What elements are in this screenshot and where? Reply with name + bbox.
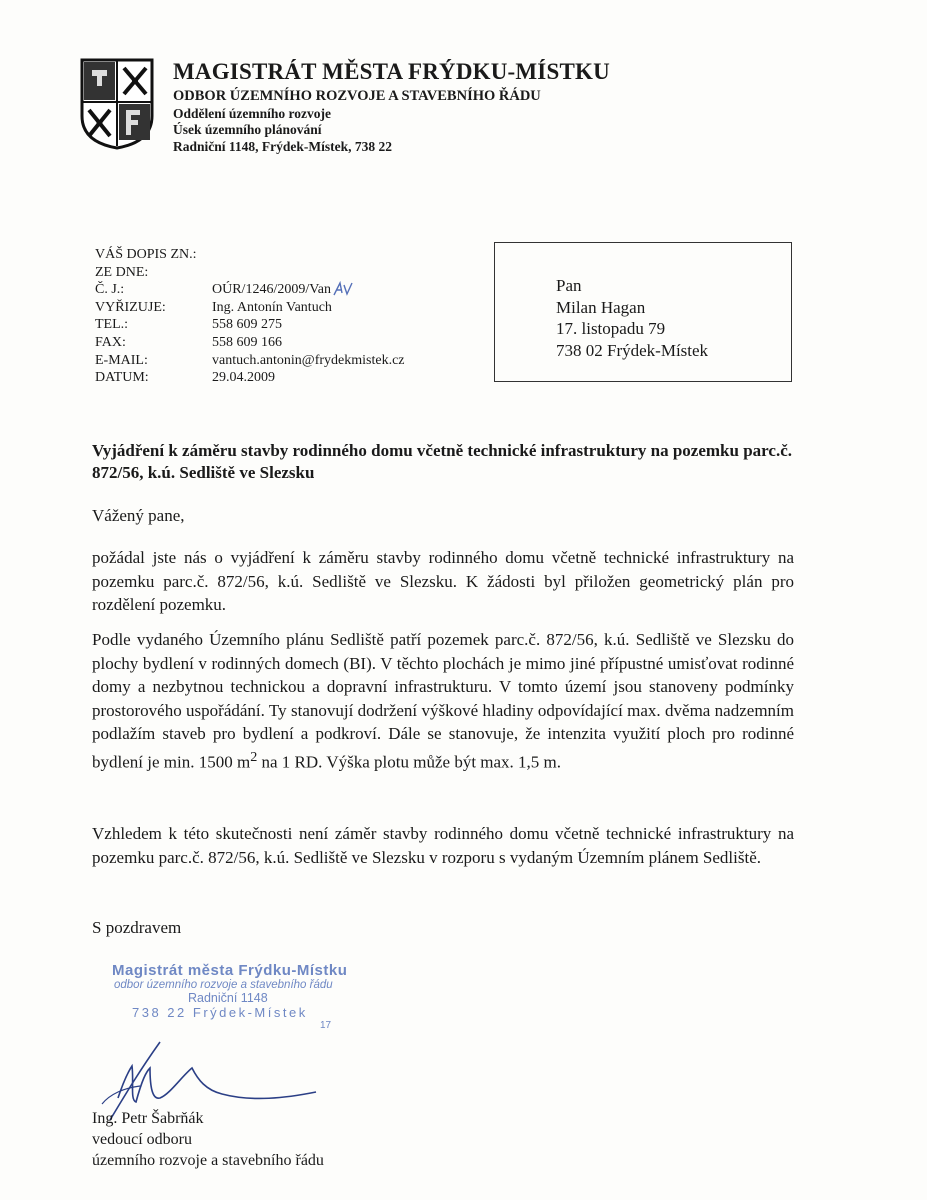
signer-role: vedoucí odboru <box>92 1131 192 1148</box>
city-coat-of-arms-icon <box>80 58 154 150</box>
paragraph-2 <box>92 628 794 774</box>
meta-label: ZE DNE: <box>95 264 149 280</box>
reference-block <box>95 246 405 387</box>
paragraph-3: Vzhledem k této skutečnosti není záměr stavby rodinného domu včetně technické infrastruktury na pozemku parc.č. 872/56, k.ú. Sedliště ve Slezsku v rozporu s vydaným Územním plánem Sedliště. <box>92 824 794 867</box>
signature-block <box>92 1108 324 1171</box>
meta-row <box>95 281 405 299</box>
recipient-salutation: Pan <box>556 276 582 295</box>
section-name: Oddělení územního rozvoje <box>173 105 331 121</box>
recipient-city: 738 02 Frýdek-Místek <box>556 340 709 360</box>
closing: S pozdravem <box>92 918 182 937</box>
signer-department: územního rozvoje a stavebního řádu <box>92 1152 324 1169</box>
paragraph-2-text: Podle vydaného Územního plánu Sedliště patří pozemek parc.č. 872/56, k.ú. Sedliště ve Slezsku do plochy bydlení v rodinných domech (BI). V těchto plochách je mimo jiné přípustné umisťovat rodinné domy a nezbytnou technickou a dopravní infrastrukturu. V tomto území jsou stanoveny podmínky prostorového uspořádání. Ty stanovují dodržení výškové hladiny odpovídající max. dvěma nadzemním podlažím staveb pro bydlení a podkroví. Dále se stanovuje, že intenzita využití ploch pro rodinné bydlení je min. 1500 m <box>92 630 794 772</box>
recipient-address-box <box>494 242 792 382</box>
salutation: Vážený pane, <box>92 506 185 525</box>
paragraph-1: požádal jste nás o vyjádření k záměru stavby rodinného domu včetně technické infrastruktury na pozemku parc.č. 872/56, k.ú. Sedliště ve Slezsku. K žádosti byl přiložen geometrický plán pro rozdělení pozemku. <box>92 548 794 614</box>
meta-value: vantuch.antonin@frydekmistek.cz <box>212 352 405 368</box>
initials-mark-icon <box>332 281 354 297</box>
meta-label: TEL.: <box>95 317 129 333</box>
meta-value: OÚR/1246/2009/Van <box>212 282 331 298</box>
meta-label: VYŘIZUJE: <box>95 299 166 315</box>
meta-label: VÁŠ DOPIS ZN.: <box>95 247 197 262</box>
office-address: Radniční 1148, Frýdek-Místek, 738 22 <box>173 138 393 154</box>
meta-row <box>95 299 405 317</box>
stamp-line-5: 17 <box>320 1020 332 1031</box>
meta-label: FAX: <box>95 334 126 350</box>
meta-label: Č. J.: <box>95 282 125 298</box>
stamp-line-1: Magistrát města Frýdku-Místku <box>112 962 348 979</box>
handwritten-signature-icon <box>90 1010 320 1122</box>
meta-label: E-MAIL: <box>95 352 148 368</box>
meta-row <box>95 352 405 370</box>
meta-label: DATUM: <box>95 370 149 386</box>
unit-name: Úsek územního plánování <box>173 122 322 138</box>
meta-row <box>95 264 405 282</box>
meta-row <box>95 369 405 387</box>
stamp-line-3: Radniční 1148 <box>188 991 268 1005</box>
meta-value: Ing. Antonín Vantuch <box>212 299 332 315</box>
recipient-street: 17. listopadu 79 <box>556 319 666 338</box>
meta-row <box>95 334 405 352</box>
meta-row <box>95 316 405 334</box>
meta-value: 558 609 275 <box>212 317 282 333</box>
meta-value: 558 609 166 <box>212 334 282 350</box>
meta-value: 29.04.2009 <box>212 370 275 386</box>
org-name: MAGISTRÁT MĚSTA FRÝDKU-MÍSTKU <box>173 59 610 84</box>
recipient-name: Milan Hagan <box>556 297 646 317</box>
stamp-line-2: odbor územního rozvoje a stavebního řádu <box>114 979 333 991</box>
paragraph-2-tail: na 1 RD. Výška plotu může být max. 1,5 m. <box>257 752 562 772</box>
department-name: ODBOR ÚZEMNÍHO ROZVOJE A STAVEBNÍHO ŘÁDU <box>173 88 541 105</box>
signer-name: Ing. Petr Šabrňák <box>92 1110 204 1127</box>
letter-subject: Vyjádření k záměru stavby rodinného domu včetně technické infrastruktury na pozemku parc.č. 872/56, k.ú. Sedliště ve Slezsku <box>92 441 792 482</box>
meta-row <box>95 246 405 264</box>
superscript-2: 2 <box>250 748 258 765</box>
stamp-line-4: 738 22 Frýdek-Místek <box>132 1005 308 1020</box>
letterhead <box>173 58 610 155</box>
